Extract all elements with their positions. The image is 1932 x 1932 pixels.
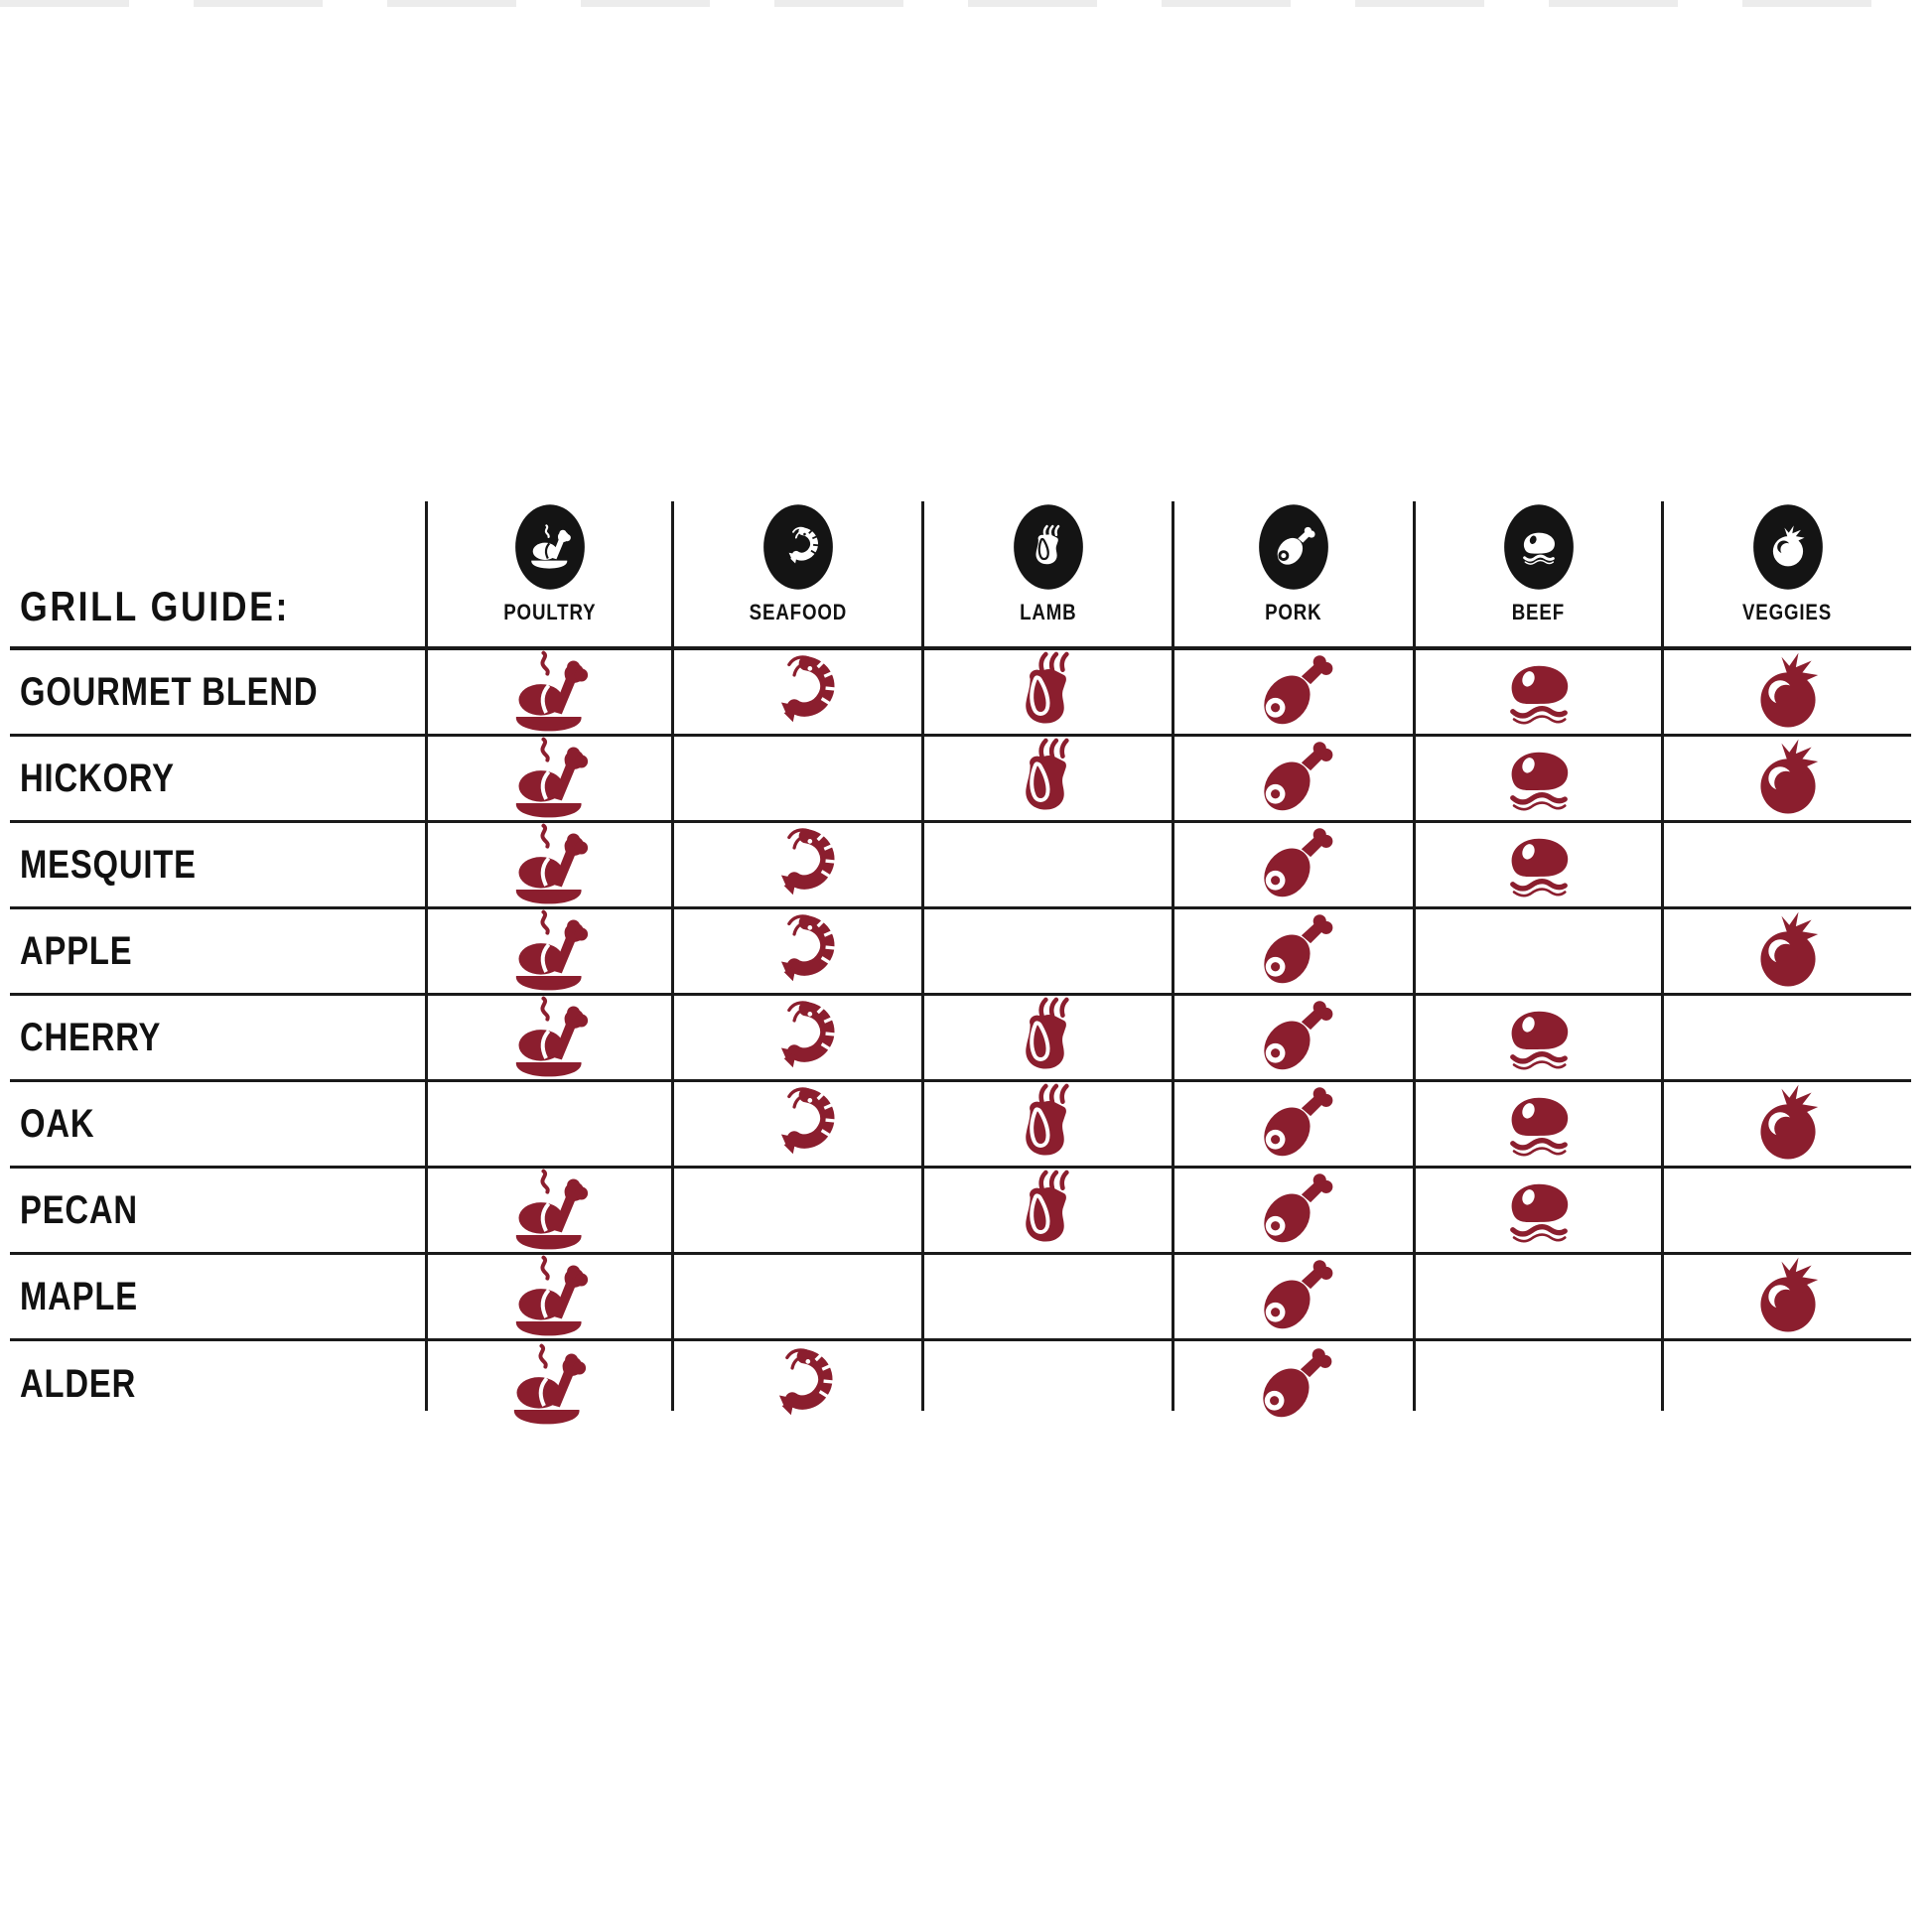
column-header-lamb	[921, 501, 1172, 650]
cell-cherry-veggies	[1661, 996, 1911, 1082]
lamb-chop-icon	[1007, 1169, 1090, 1252]
lamb-chop-icon	[1013, 503, 1084, 591]
shrimp-icon	[757, 1082, 840, 1166]
tomato-icon	[1746, 650, 1830, 734]
grill-guide-table	[10, 501, 1911, 1428]
cell-alder-lamb	[921, 1341, 1172, 1428]
column-label-pork: PORK	[1265, 600, 1322, 624]
cell-oak-beef	[1413, 1082, 1661, 1169]
row-label-mesquite: MESQUITE	[20, 842, 197, 887]
table-row-oak	[10, 1082, 1911, 1169]
steak-icon	[1497, 996, 1581, 1079]
cell-cherry-lamb	[921, 996, 1172, 1082]
row-label-cell	[10, 1341, 425, 1428]
cell-maple-poultry	[425, 1255, 671, 1341]
cell-pecan-lamb	[921, 1169, 1172, 1255]
cell-apple-pork	[1172, 909, 1413, 996]
cell-maple-lamb	[921, 1255, 1172, 1341]
row-label-cell	[10, 909, 425, 996]
table-row-maple	[10, 1255, 1911, 1341]
cell-cherry-poultry	[425, 996, 671, 1082]
cell-mesquite-poultry	[425, 823, 671, 909]
ham-icon	[1252, 823, 1335, 906]
shrimp-icon	[757, 823, 840, 906]
cell-pecan-pork	[1172, 1169, 1413, 1255]
poultry-icon	[508, 650, 592, 734]
cell-oak-lamb	[921, 1082, 1172, 1169]
poultry-icon	[506, 1343, 590, 1427]
steak-icon	[1497, 1169, 1581, 1252]
cell-maple-veggies	[1661, 1255, 1911, 1341]
steak-icon	[1497, 1082, 1581, 1166]
cell-gourmet-blend-pork	[1172, 650, 1413, 737]
tomato-icon	[1746, 737, 1830, 820]
cell-pecan-seafood	[671, 1169, 921, 1255]
poultry-icon	[508, 1169, 592, 1252]
cell-apple-seafood	[671, 909, 921, 996]
cell-apple-lamb	[921, 909, 1172, 996]
table-row-gourmet-blend	[10, 650, 1911, 737]
poultry-icon	[508, 737, 592, 820]
lamb-chop-icon	[1007, 737, 1090, 820]
poultry-icon	[508, 909, 592, 993]
cell-mesquite-veggies	[1661, 823, 1911, 909]
cell-mesquite-beef	[1413, 823, 1661, 909]
lamb-chop-icon	[1007, 996, 1090, 1079]
row-label-cell	[10, 823, 425, 909]
cell-mesquite-pork	[1172, 823, 1413, 909]
row-label-pecan: PECAN	[20, 1187, 138, 1232]
cell-alder-poultry	[425, 1341, 671, 1428]
ham-icon	[1258, 503, 1329, 591]
steak-icon	[1497, 737, 1581, 820]
ham-icon	[1252, 1255, 1335, 1338]
cell-cherry-beef	[1413, 996, 1661, 1082]
cell-hickory-seafood	[671, 737, 921, 823]
cell-gourmet-blend-seafood	[671, 650, 921, 737]
row-label-cell	[10, 1255, 425, 1341]
ham-icon	[1252, 909, 1335, 993]
cell-oak-pork	[1172, 1082, 1413, 1169]
row-label-cell	[10, 1169, 425, 1255]
column-header-veggies	[1661, 501, 1911, 650]
table-row-alder	[10, 1341, 1911, 1428]
cell-hickory-veggies	[1661, 737, 1911, 823]
cell-alder-seafood	[671, 1341, 921, 1428]
row-label-cell	[10, 737, 425, 823]
column-label-veggies: VEGGIES	[1742, 600, 1833, 624]
tomato-icon	[1746, 1255, 1830, 1338]
cell-oak-veggies	[1661, 1082, 1911, 1169]
steak-icon	[1497, 650, 1581, 734]
shrimp-icon	[757, 650, 840, 734]
top-edge-artifact	[0, 0, 1932, 7]
cell-alder-pork	[1172, 1341, 1413, 1428]
cell-pecan-poultry	[425, 1169, 671, 1255]
ham-icon	[1252, 996, 1335, 1079]
row-label-oak: OAK	[20, 1101, 95, 1146]
column-header-pork	[1172, 501, 1413, 650]
column-header-beef	[1413, 501, 1661, 650]
cell-hickory-beef	[1413, 737, 1661, 823]
cell-cherry-seafood	[671, 996, 921, 1082]
ham-icon	[1251, 1343, 1334, 1427]
cell-apple-beef	[1413, 909, 1661, 996]
row-label-gourmet-blend: GOURMET BLEND	[20, 669, 319, 714]
column-label-beef: BEEF	[1511, 600, 1566, 624]
cell-pecan-veggies	[1661, 1169, 1911, 1255]
cell-hickory-pork	[1172, 737, 1413, 823]
poultry-icon	[514, 503, 586, 591]
cell-mesquite-lamb	[921, 823, 1172, 909]
column-header-poultry	[425, 501, 671, 650]
poultry-icon	[508, 823, 592, 906]
column-label-poultry: POULTRY	[502, 600, 597, 624]
title-cell	[10, 501, 425, 650]
table-body	[10, 650, 1911, 1428]
shrimp-icon	[755, 1343, 838, 1427]
ham-icon	[1252, 1169, 1335, 1252]
cell-oak-seafood	[671, 1082, 921, 1169]
lamb-chop-icon	[1007, 650, 1090, 734]
tomato-icon	[1752, 503, 1824, 591]
cell-gourmet-blend-lamb	[921, 650, 1172, 737]
cell-maple-beef	[1413, 1255, 1661, 1341]
table-row-pecan	[10, 1169, 1911, 1255]
tomato-icon	[1746, 909, 1830, 993]
cell-cherry-pork	[1172, 996, 1413, 1082]
cell-mesquite-seafood	[671, 823, 921, 909]
table-row-hickory	[10, 737, 1911, 823]
ham-icon	[1252, 650, 1335, 734]
table-row-apple	[10, 909, 1911, 996]
shrimp-icon	[757, 996, 840, 1079]
cell-hickory-lamb	[921, 737, 1172, 823]
cell-alder-veggies	[1661, 1341, 1911, 1428]
shrimp-icon	[757, 909, 840, 993]
column-label-lamb: LAMB	[1019, 600, 1077, 624]
cell-pecan-beef	[1413, 1169, 1661, 1255]
cell-oak-poultry	[425, 1082, 671, 1169]
row-label-cherry: CHERRY	[20, 1015, 162, 1059]
lamb-chop-icon	[1007, 1082, 1090, 1166]
row-label-hickory: HICKORY	[20, 756, 175, 800]
cell-gourmet-blend-beef	[1413, 650, 1661, 737]
row-label-alder: ALDER	[20, 1362, 137, 1406]
poultry-icon	[508, 1255, 592, 1338]
page-title: GRILL GUIDE:	[20, 583, 290, 629]
row-label-apple: APPLE	[20, 928, 133, 973]
row-label-cell	[10, 650, 425, 737]
ham-icon	[1252, 737, 1335, 820]
cell-alder-beef	[1413, 1341, 1661, 1428]
steak-icon	[1503, 503, 1575, 591]
row-label-cell	[10, 996, 425, 1082]
steak-icon	[1497, 823, 1581, 906]
cell-apple-poultry	[425, 909, 671, 996]
table-row-mesquite	[10, 823, 1911, 909]
column-header-seafood	[671, 501, 921, 650]
ham-icon	[1252, 1082, 1335, 1166]
poultry-icon	[508, 996, 592, 1079]
column-label-seafood: SEAFOOD	[749, 600, 847, 624]
cell-maple-pork	[1172, 1255, 1413, 1341]
cell-apple-veggies	[1661, 909, 1911, 996]
cell-gourmet-blend-veggies	[1661, 650, 1911, 737]
cell-hickory-poultry	[425, 737, 671, 823]
row-label-cell	[10, 1082, 425, 1169]
cell-gourmet-blend-poultry	[425, 650, 671, 737]
header-row	[10, 501, 1911, 650]
row-label-maple: MAPLE	[20, 1274, 138, 1318]
tomato-icon	[1746, 1082, 1830, 1166]
table-row-cherry	[10, 996, 1911, 1082]
cell-maple-seafood	[671, 1255, 921, 1341]
shrimp-icon	[762, 503, 834, 591]
